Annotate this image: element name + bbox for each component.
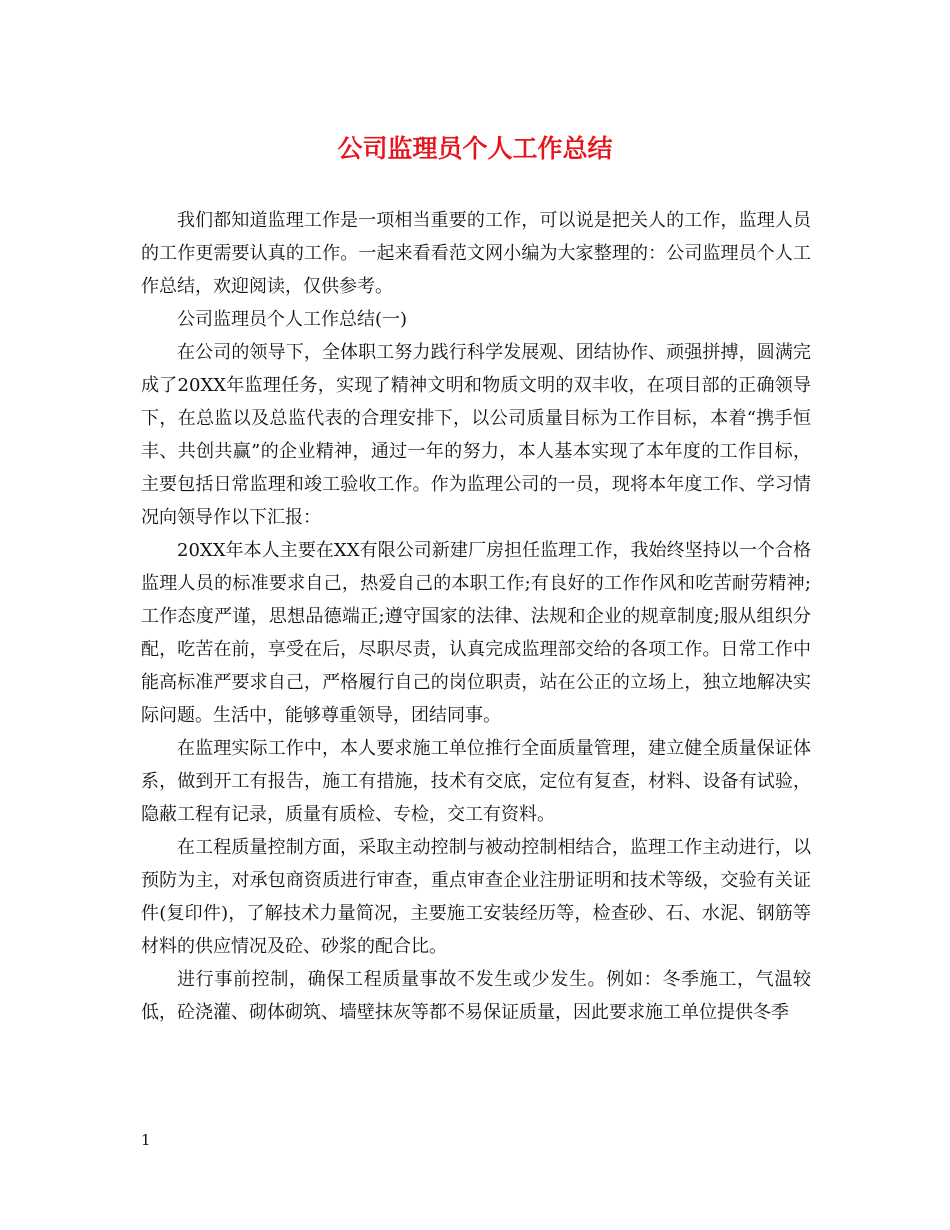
paragraph-preventive-control: 进行事前控制，确保工程质量事故不发生或少发生。例如：冬季施工，气温较低，砼浇灌、砌体砌筑、墙壁抹灰等都不易保证质量，因此要求施工单位提供冬季 [141,969,811,1023]
paragraph-assignment: 20XX年本人主要在XX有限公司新建厂房担任监理工作，我始终坚持以一个合格监理人员的标准要求自己，热爱自己的本职工作;有良好的工作作风和吃苦耐劳精神;工作态度严谨，思想品德端正;遵守国家的法律、法规和企业的规章制度;服从组织分配，吃苦在前，享受在后，尽职尽责，认真完成监理部交给的各项工作。日常工作中能高标准严要求自己，严格履行自己的岗位职责，站在公正的立场上，独立地解决实际问题。生活中，能够尊重领导，团结同事。 [141,540,811,726]
document-title: 公司监理员个人工作总结 [337,134,613,163]
paragraph-leadership: 在公司的领导下，全体职工努力践行科学发展观、团结协作、顽强拼搏，圆满完成了20XX年监理任务，实现了精神文明和物质文明的双丰收，在项目部的正确领导下，在总监以及总监代表的合理安排下，以公司质量目标为工作目标，本着“携手恒丰、共创共赢”的企业精神，通过一年的努力，本人基本实现了本年度的工作目标，主要包括日常监理和竣工验收工作。作为监理公司的一员，现将本年度工作、学习情况向领导作以下汇报： [141,342,811,528]
paragraph-intro: 我们都知道监理工作是一项相当重要的工作，可以说是把关人的工作，监理人员的工作更需要认真的工作。一起来看看范文网小编为大家整理的：公司监理员个人工作总结，欢迎阅读，仅供参考。 [141,210,811,297]
paragraph-quality-control: 在工程质量控制方面，采取主动控制与被动控制相结合，监理工作主动进行，以预防为主，对承包商资质进行审查，重点审查企业注册证明和技术等级，交验有关证件(复印件)，了解技术力量简况，主要施工安装经历等，检查砂、石、水泥、钢筋等材料的供应情况及砼、砂浆的配合比。 [141,837,811,957]
document-body [141,204,811,1029]
paragraph-quality-management: 在监理实际工作中，本人要求施工单位推行全面质量管理，建立健全质量保证体系，做到开工有报告，施工有措施，技术有交底，定位有复查，材料、设备有试验，隐蔽工程有记录，质量有质检、专检，交工有资料。 [141,738,811,825]
page-number: 1 [141,1131,151,1149]
section-heading: 公司监理员个人工作总结(一) [177,309,408,330]
